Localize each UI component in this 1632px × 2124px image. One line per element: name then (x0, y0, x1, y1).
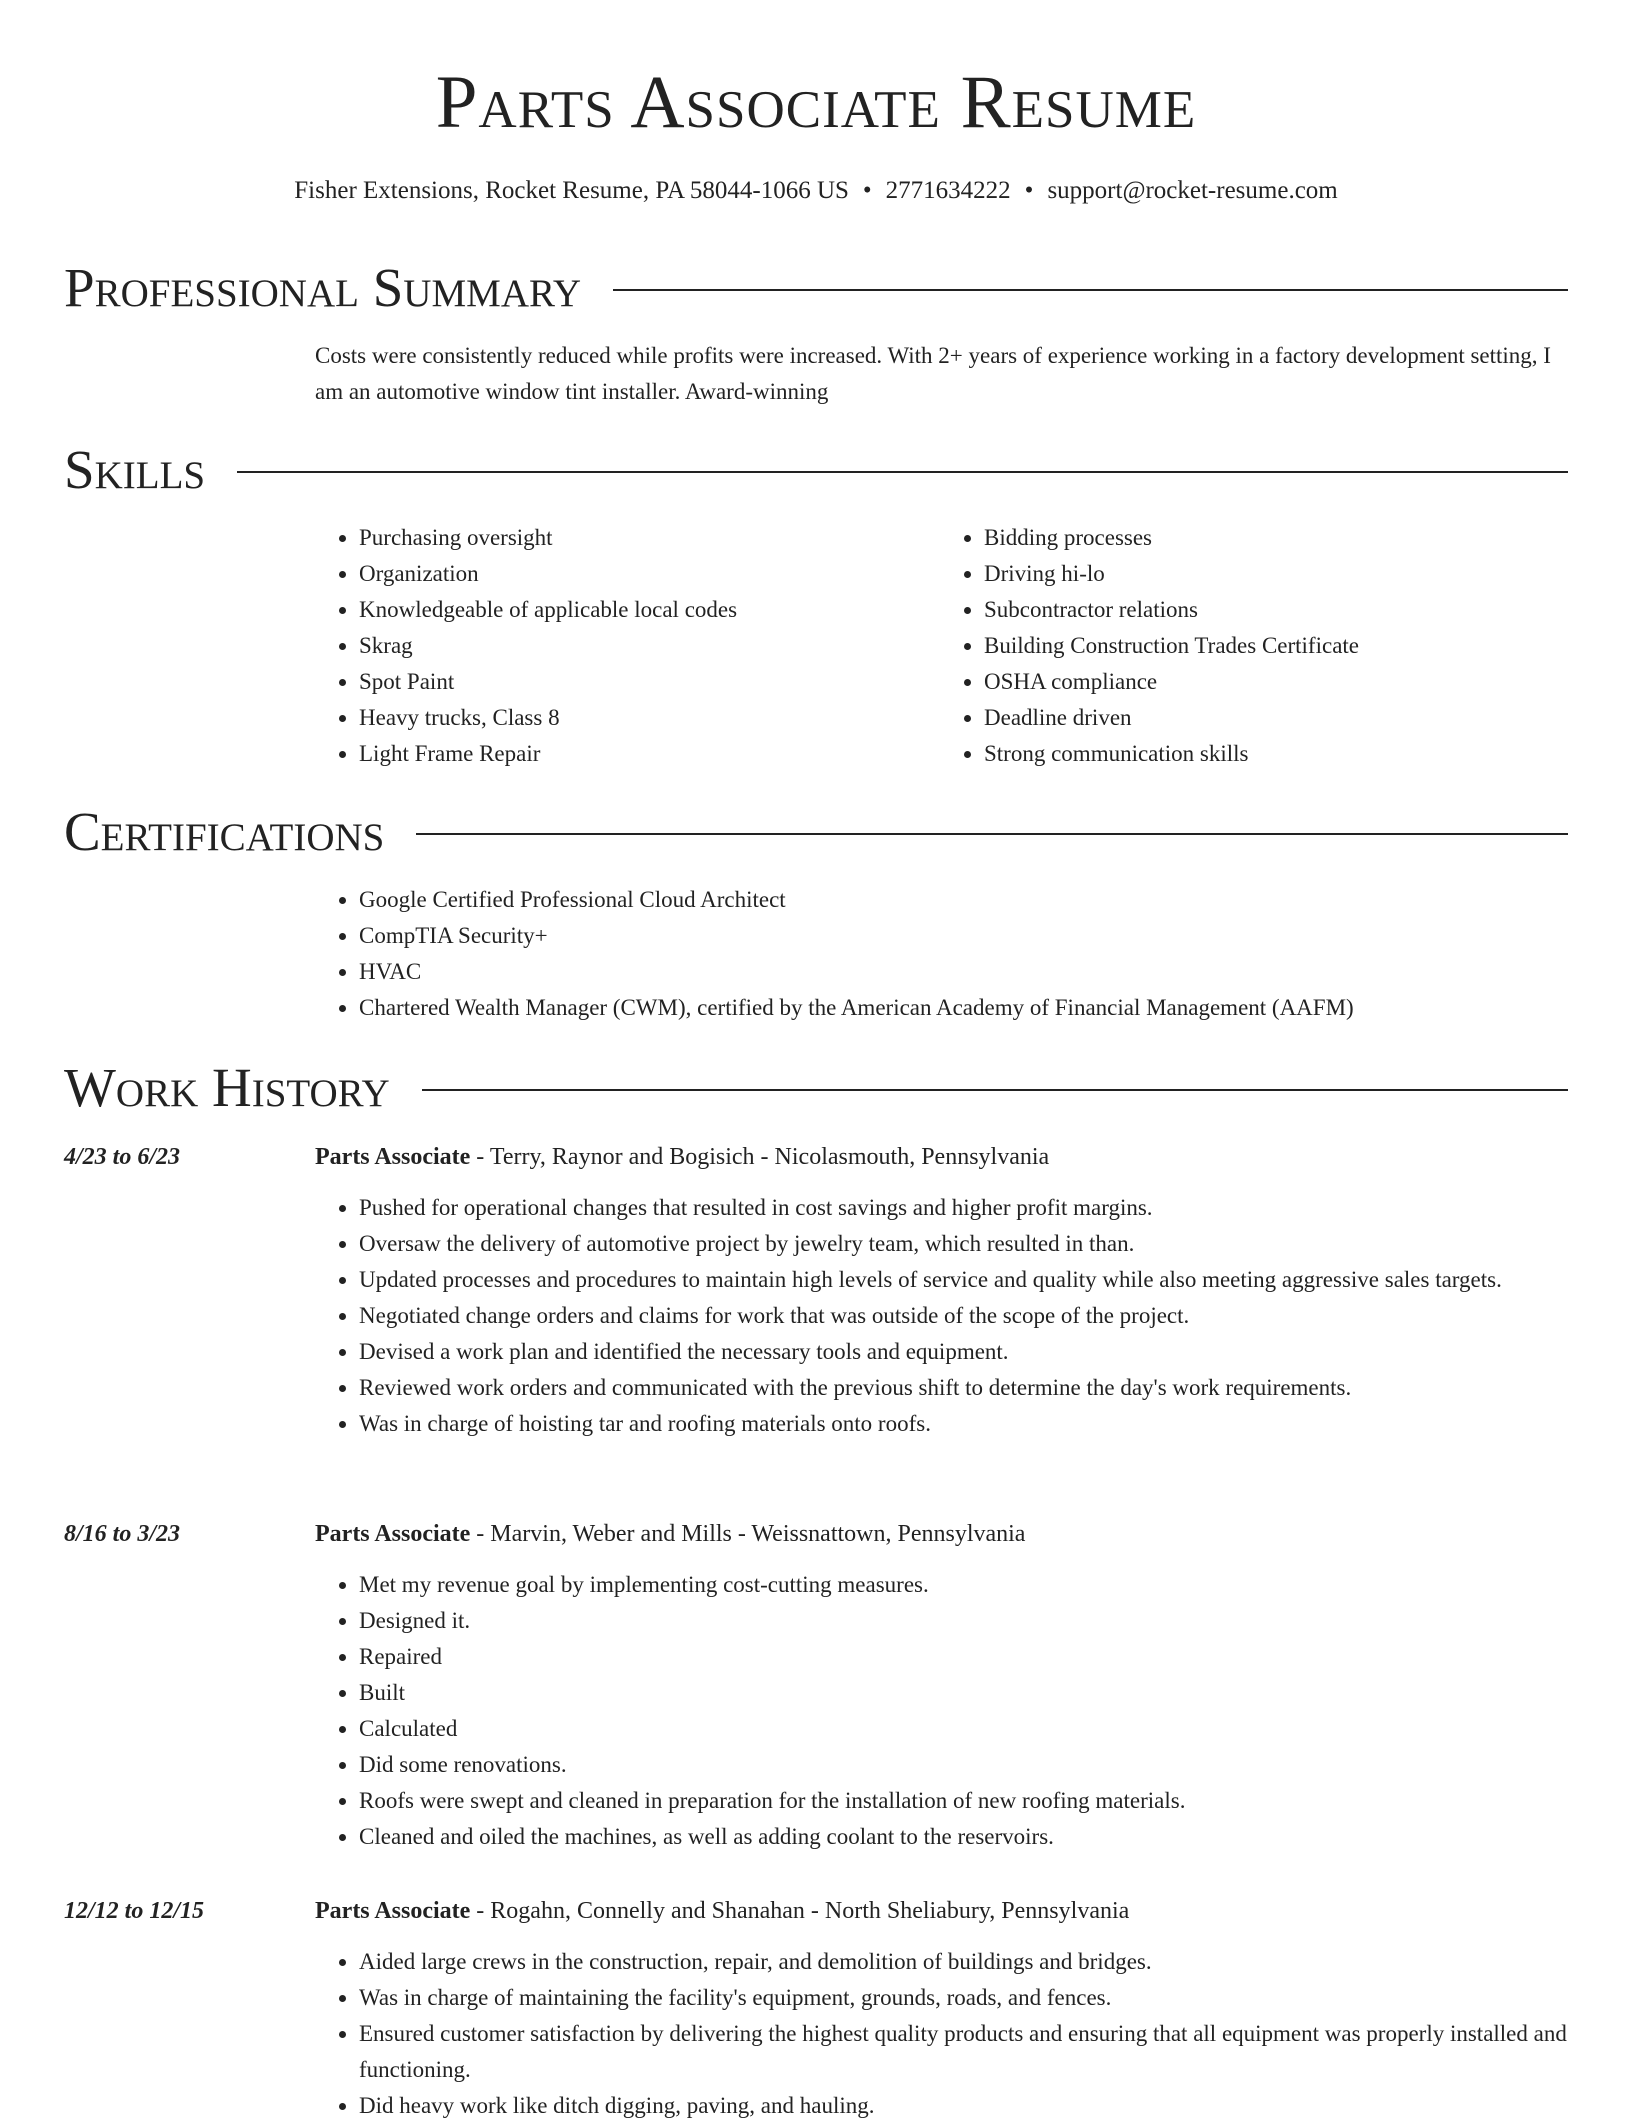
certification-item: • HVAC (359, 954, 1565, 990)
certification-item: • Google Certified Professional Cloud Architect (359, 882, 1565, 918)
job-employer: - Marvin, Weber and Mills - Weissnattown, Pennsylvania (470, 1521, 1026, 1547)
job-duty-item: • Was in charge of maintaining the facility's equipment, grounds, roads, and fences. (359, 1980, 1609, 2016)
job-duties-list (315, 1944, 1609, 2124)
skill-item: • Subcontractor relations (984, 592, 1565, 628)
skills-list-left (315, 520, 940, 772)
contact-separator: • (1024, 177, 1034, 204)
job-dates: 12/12 to 12/15 (64, 1898, 205, 1924)
job-duty-item: • Cleaned and oiled the machines, as well as adding coolant to the reservoirs. (359, 1819, 1609, 1855)
job-duty-item: • Repaired (359, 1639, 1609, 1675)
job-employer: - Rogahn, Connelly and Shanahan - North Sheliabury, Pennsylvania (470, 1898, 1130, 1924)
job-duty-item: • Oversaw the delivery of automotive project by jewelry team, which resulted in than. (359, 1226, 1609, 1262)
job-duties-list (315, 1190, 1609, 1442)
job-title: Parts Associate (315, 1521, 471, 1547)
job-duty-item: • Was in charge of hoisting tar and roofing materials onto roofs. (359, 1406, 1609, 1442)
skill-item: • Building Construction Trades Certificate (984, 628, 1565, 664)
skills-columns (315, 520, 1565, 772)
skill-item: • OSHA compliance (984, 664, 1565, 700)
section-title-work-history: Work History (64, 1057, 390, 1118)
skill-item: • Driving hi-lo (984, 556, 1565, 592)
certification-item: • CompTIA Security+ (359, 918, 1565, 954)
job-dates: 8/16 to 3/23 (64, 1521, 181, 1547)
skill-item: • Spot Paint (359, 664, 940, 700)
section-title-skills: Skills (64, 439, 206, 500)
section-header-work-history (64, 1058, 1568, 1118)
resume-title: Parts Associate Resume (435, 61, 1197, 144)
job-duty-item: • Did some renovations. (359, 1747, 1609, 1783)
skill-item: • Knowledgeable of applicable local codes (359, 592, 940, 628)
job-duty-item: • Reviewed work orders and communicated with the previous shift to determine the day's work requirements. (359, 1370, 1609, 1406)
job-duty-item: • Aided large crews in the construction, repair, and demolition of buildings and bridges. (359, 1944, 1609, 1980)
job-heading (315, 1517, 1565, 1551)
section-header-summary (64, 258, 1568, 318)
job-duty-item: • Did heavy work like ditch digging, paving, and hauling. (359, 2088, 1609, 2124)
job-employer: - Terry, Raynor and Bogisich - Nicolasmouth, Pennsylvania (470, 1144, 1050, 1170)
section-header-certifications (64, 802, 1568, 862)
contact-address: Fisher Extensions, Rocket Resume, PA 58044-1066 US (294, 177, 849, 204)
job-duty-item: • Met my revenue goal by implementing cost-cutting measures. (359, 1567, 1609, 1603)
section-title-summary: Professional Summary (64, 257, 582, 318)
summary-text: Costs were consistently reduced while profits were increased. With 2+ years of experience working in a factory development setting, I am an automotive window tint installer. Award-winning (315, 343, 1551, 404)
job-duty-item: • Negotiated change orders and claims for work that was outside of the scope of the project. (359, 1298, 1609, 1334)
skill-item: • Heavy trucks, Class 8 (359, 700, 940, 736)
job-duty-item: • Devised a work plan and identified the necessary tools and equipment. (359, 1334, 1609, 1370)
job-duty-item: • Designed it. (359, 1603, 1609, 1639)
job-heading (315, 1140, 1565, 1174)
job-duty-item: • Calculated (359, 1711, 1609, 1747)
contact-phone: 2771634222 (885, 177, 1011, 204)
contact-line (0, 174, 1632, 208)
job-duty-item: • Updated processes and procedures to maintain high levels of service and quality while also meeting aggressive sales targets. (359, 1262, 1609, 1298)
skill-item: • Deadline driven (984, 700, 1565, 736)
section-divider (237, 471, 1568, 473)
section-title-certifications: Certifications (64, 801, 385, 862)
contact-separator: • (862, 177, 872, 204)
contact-email: support@rocket-resume.com (1047, 177, 1338, 204)
job-duties-list (315, 1567, 1609, 1855)
certification-item: • Chartered Wealth Manager (CWM), certified by the American Academy of Financial Management (AAFM) (359, 990, 1565, 1026)
skills-list-right (940, 520, 1565, 772)
certifications-list (315, 882, 1565, 1026)
job-duty-item: • Built (359, 1675, 1609, 1711)
job-duty-item: • Roofs were swept and cleaned in preparation for the installation of new roofing materials. (359, 1783, 1609, 1819)
skill-item: • Strong communication skills (984, 736, 1565, 772)
job-duty-item: • Ensured customer satisfaction by delivering the highest quality products and ensuring that all equipment was properly installed and functioning. (359, 2016, 1609, 2088)
job-title: Parts Associate (315, 1144, 471, 1170)
job-title: Parts Associate (315, 1898, 471, 1924)
skill-item: • Bidding processes (984, 520, 1565, 556)
section-divider (613, 289, 1568, 291)
certifications-block (315, 882, 1565, 1026)
section-divider (422, 1089, 1568, 1091)
skill-item: • Organization (359, 556, 940, 592)
section-divider (416, 833, 1568, 835)
job-dates: 4/23 to 6/23 (64, 1144, 181, 1170)
skill-item: • Light Frame Repair (359, 736, 940, 772)
skill-item: • Skrag (359, 628, 940, 664)
skill-item: • Purchasing oversight (359, 520, 940, 556)
section-header-skills (64, 440, 1568, 500)
job-heading (315, 1894, 1565, 1928)
job-duty-item: • Pushed for operational changes that resulted in cost savings and higher profit margins. (359, 1190, 1609, 1226)
